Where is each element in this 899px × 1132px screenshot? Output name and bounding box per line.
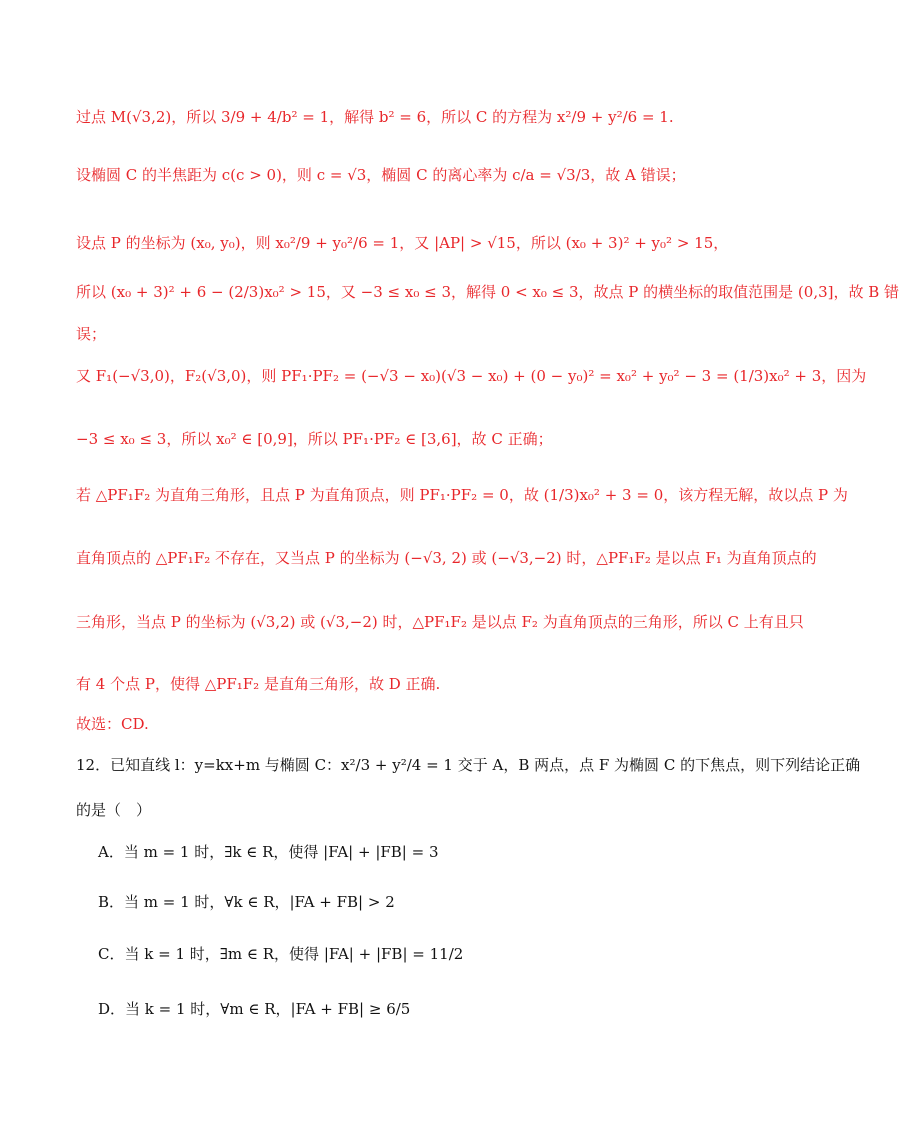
solution-line: 直角顶点的 △PF₁F₂ 不存在，又当点 P 的坐标为 (−√3, 2) 或 (−√3,−2) 时，△PF₁F₂ 是以点 F₁ 为直角顶点的 bbox=[76, 549, 817, 567]
solution-line: 设点 P 的坐标为 (x₀, y₀)，则 x₀²/9 + y₀²/6 = 1，又 |AP| > √15，所以 (x₀ + 3)² + y₀² > 15， bbox=[76, 234, 729, 252]
question-stem-cont: 的是（ ） bbox=[76, 801, 152, 819]
solution-line: 设椭圆 C 的半焦距为 c(c > 0)，则 c = √3，椭圆 C 的离心率为 c/a = √3/3，故 A 错误； bbox=[76, 166, 686, 184]
question-stem: 12．已知直线 l：y=kx+m 与椭圆 C：x²/3 + y²/4 = 1 交于 A，B 两点，点 F 为椭圆 C 的下焦点，则下列结论正确 bbox=[76, 756, 861, 774]
solution-line: −3 ≤ x₀ ≤ 3，所以 x₀² ∈ [0,9]，所以 PF₁·PF₂ ∈ [3,6]，故 C 正确； bbox=[76, 430, 553, 448]
option-b: B．当 m = 1 时，∀k ∈ R，|FA + FB| > 2 bbox=[98, 893, 395, 911]
answer-line: 故选：CD. bbox=[76, 715, 149, 733]
solution-line: 过点 M(√3,2)，所以 3/9 + 4/b² = 1，解得 b² = 6，所以 C 的方程为 x²/9 + y²/6 = 1. bbox=[76, 108, 674, 126]
option-a: A．当 m = 1 时，∃k ∈ R，使得 |FA| + |FB| = 3 bbox=[98, 843, 439, 861]
solution-line: 所以 (x₀ + 3)² + 6 − (2/3)x₀² > 15，又 −3 ≤ x₀ ≤ 3，解得 0 < x₀ ≤ 3，故点 P 的横坐标的取值范围是 (0,3]，故 B 错 bbox=[76, 283, 899, 301]
solution-line: 误； bbox=[76, 325, 107, 343]
solution-line: 有 4 个点 P，使得 △PF₁F₂ 是直角三角形，故 D 正确. bbox=[76, 675, 441, 693]
option-d: D．当 k = 1 时，∀m ∈ R，|FA + FB| ≥ 6/5 bbox=[98, 1000, 411, 1018]
solution-line: 三角形，当点 P 的坐标为 (√3,2) 或 (√3,−2) 时，△PF₁F₂ 是以点 F₂ 为直角顶点的三角形，所以 C 上有且只 bbox=[76, 613, 804, 631]
option-c: C．当 k = 1 时，∃m ∈ R，使得 |FA| + |FB| = 11/2 bbox=[98, 945, 464, 963]
solution-line: 又 F₁(−√3,0)，F₂(√3,0)，则 PF₁·PF₂ = (−√3 − x₀)(√3 − x₀) + (0 − y₀)² = x₀² + y₀² − 3 = (1/3)x₀² + 3，因为 bbox=[76, 367, 867, 385]
solution-line: 若 △PF₁F₂ 为直角三角形，且点 P 为直角顶点，则 PF₁·PF₂ = 0，故 (1/3)x₀² + 3 = 0，该方程无解，故以点 P 为 bbox=[76, 486, 848, 504]
